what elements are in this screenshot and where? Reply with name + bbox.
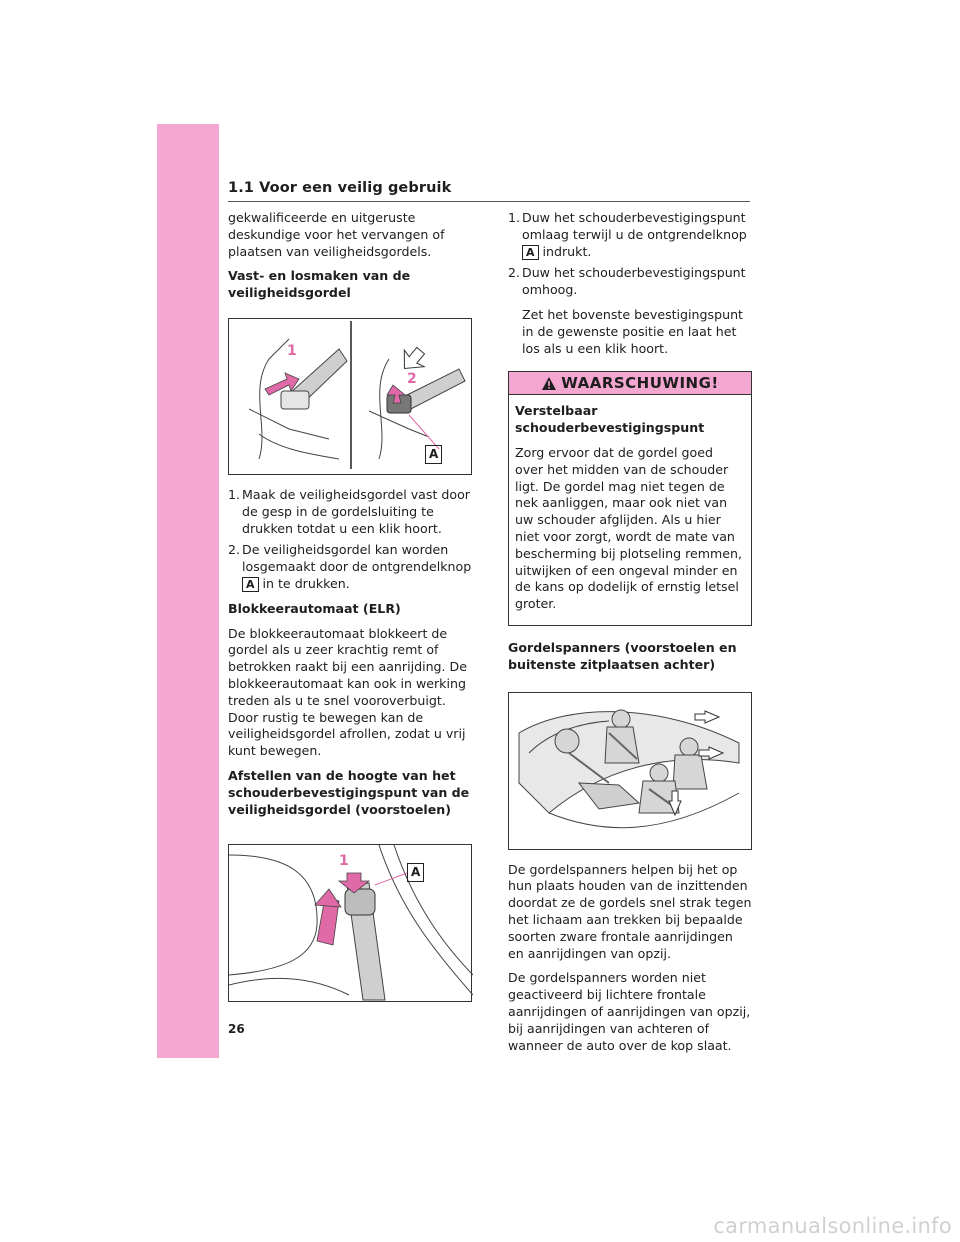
heading-fasten: Vast- en losmaken van de veiligheidsgordel [228,268,411,301]
warning-body [509,395,751,625]
list-item: 1. Maak de veiligheidsgordel vast door de gesp in de gordelsluiting te drukken totdat u een klik hoort. [228,486,470,536]
fig1-label-a: A [425,445,442,464]
list-item: 1. Duw het schouderbevestigingspunt omlaag terwijl u de ontgrendelknop A indrukt. [508,210,747,259]
header-rule [228,201,750,202]
left-column [228,210,472,1014]
figure-height-adjust [228,844,472,1002]
warning-text: Zorg ervoor dat de gordel goed over het midden van de schouder ligt. De gordel mag niet tegen de nek aanliggen, maar ook niet van uw schouder afglijden. Als u hier niet voor zorgt, wordt de mate van bescherming bij plotseling remmen, uitwijken of een ongeval minder en de kans op dodelijk of ernstig letsel groter. [515,444,742,612]
label-a-badge: A [522,245,539,260]
elr-text: De blokkeerautomaat blokkeert de gordel als u zeer krachtig remt of betrokken raakt bij een aanrijding. De blokkeerautomaat kan ook in werking treden als u te snel vooroverbuigt. Door rustig te bewegen kan de veiligheidsgordel afrollen, zodat u vrij kunt bewegen. [228,625,467,759]
heading-pretensioners: Gordelspanners (voorstoelen en buitenste zitplaatsen achter) [508,639,737,672]
fig2-label-1: 1 [339,853,349,870]
heading-height-adjust: Afstellen van de hoogte van het schouderbevestigingspunt van de veiligheidsgordel (voorstoelen) [228,767,470,817]
page-number: 26 [228,1022,245,1036]
page-header [228,180,750,196]
warning-box [508,371,752,626]
warning-icon [541,376,557,391]
intro-text: gekwalificeerde en uitgeruste deskundige voor het vervangen of plaatsen van veiligheidsgordels. [228,210,445,259]
heading-elr: Blokkeerautomaat (ELR) [228,600,401,616]
warning-title: WAARSCHUWING! [561,373,719,392]
fig2-label-a: A [407,863,424,882]
fig1-label-1: 1 [287,342,297,359]
pretensioner-text-2: De gordelspanners worden niet geactiveerd bij lichtere frontale aanrijdingen of aanrijdingen van opzij, bij aanrijdingen van achteren of wanneer de auto over de kop slaat. [508,970,751,1053]
car-interior-illustration [509,693,753,849]
label-a-badge: A [242,577,259,592]
chapter-tab [157,124,219,1058]
right-column [508,210,752,1062]
warning-header [509,372,751,395]
figure-pretensioners [508,692,752,850]
figure-buckle [228,318,472,475]
pretensioner-text-1: De gordelspanners helpen bij het op hun plaats houden van de inzittenden doordat ze de gordels snel strak tegen het lichaam aan trekken bij bepaalde soorten zware frontale aanrijdingen en aanrijdingen van opzij. [508,861,752,961]
height-steps [508,210,752,299]
list-item: 2. De veiligheidsgordel kan worden losgemaakt door de ontgrendelknop A in te drukken. [228,542,472,591]
list-item: 2. Duw het schouderbevestigingspunt omhoog. [508,265,746,298]
fig1-label-2: 2 [407,370,417,387]
warning-subtitle: Verstelbaar schouderbevestigingspunt [515,403,705,436]
fig2-label-2: 2 [321,919,331,936]
section-title: 1.1 Voor een veilig gebruik [228,180,452,196]
shoulder-anchor-illustration [229,845,473,1001]
fasten-steps [228,487,472,593]
step2-detail: Zet het bovenste bevestigingspunt in de gewenste positie en laat het los als u een klik hoort. [522,306,743,356]
watermark: carmanualsonline.info [713,1214,952,1238]
